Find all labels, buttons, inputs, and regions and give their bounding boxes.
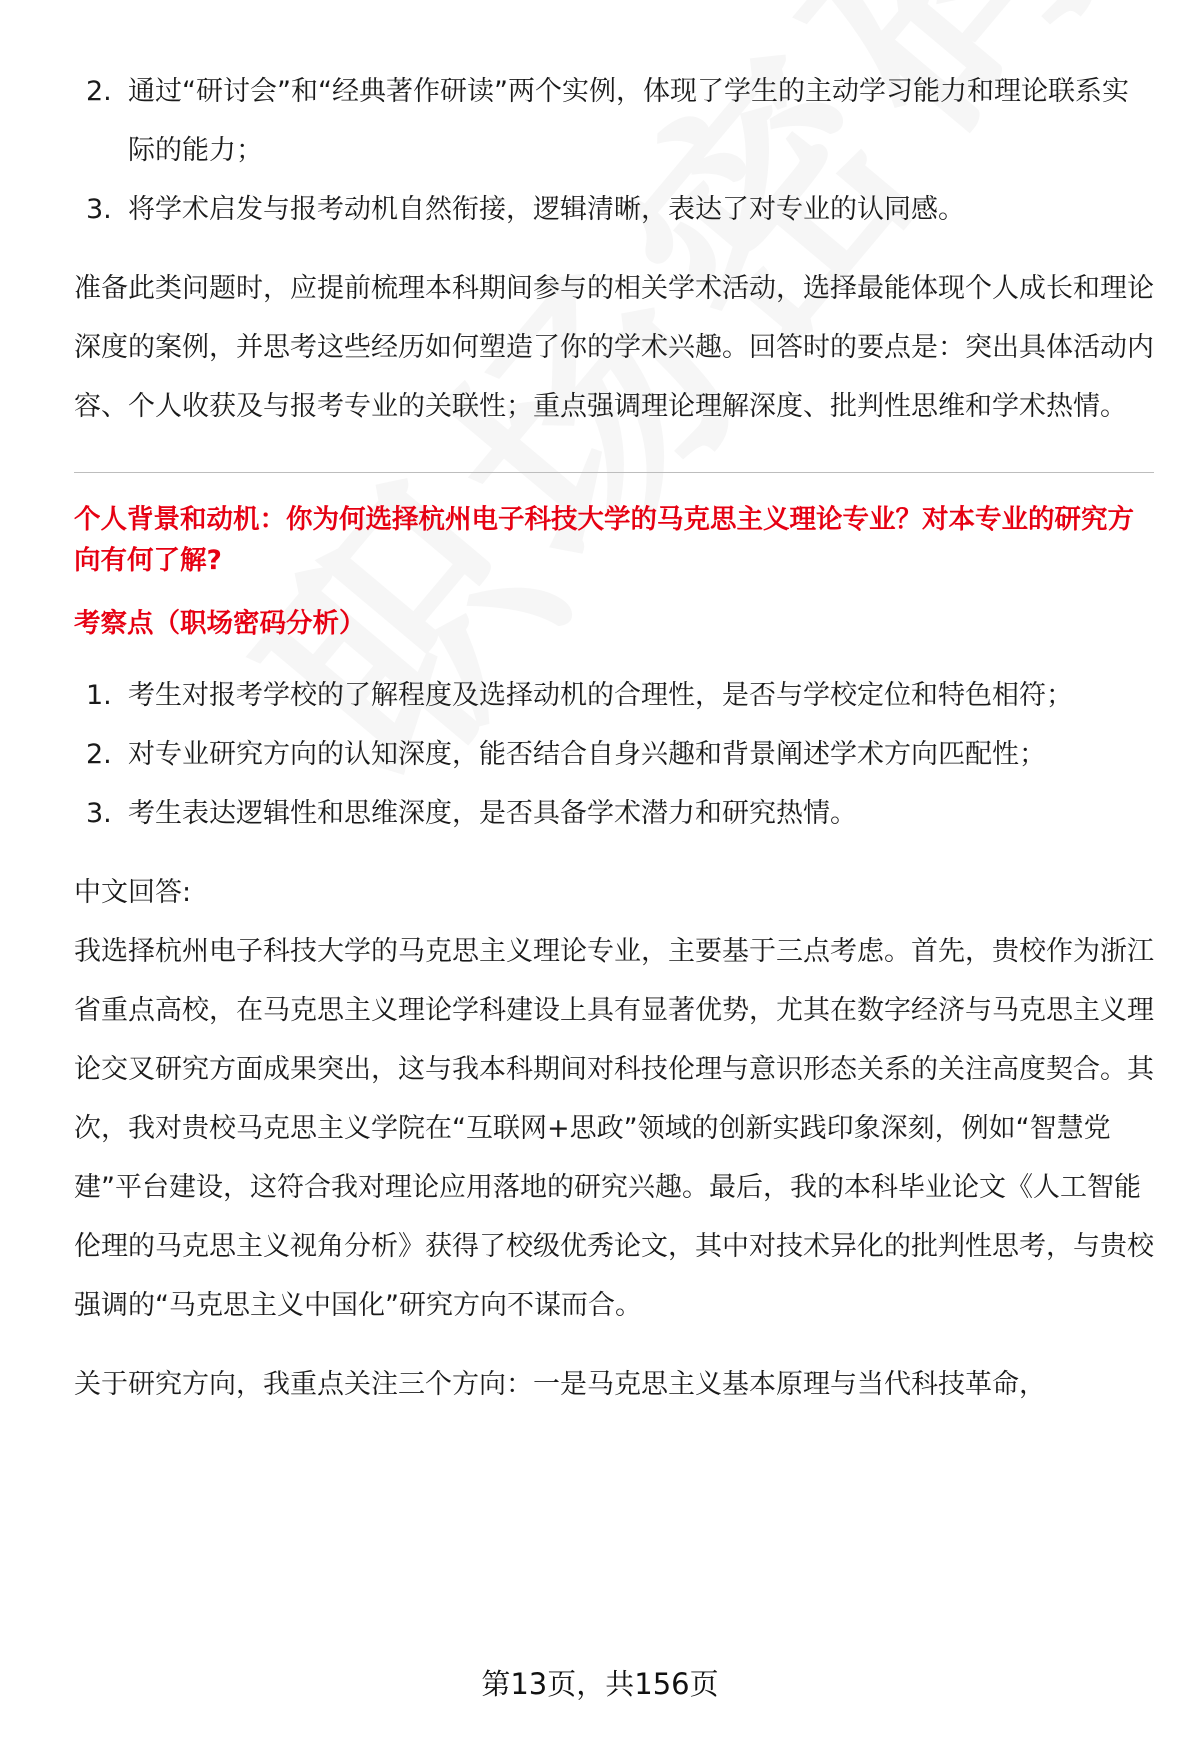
page-number: 第13页，共156页 bbox=[481, 1667, 719, 1701]
list-item bbox=[74, 725, 1154, 784]
list-item bbox=[74, 666, 1154, 725]
list-text: 将学术启发与报考动机自然衔接，逻辑清晰，表达了对专业的认同感。 bbox=[128, 194, 965, 225]
list-number: 2. bbox=[86, 76, 112, 107]
top-list bbox=[74, 62, 1154, 239]
list-number: 3. bbox=[86, 798, 112, 829]
exam-point-title: 考察点（职场密码分析） bbox=[74, 608, 366, 639]
question-title: 个人背景和动机：你为何选择杭州电子科技大学的马克思主义理论专业？对本专业的研究方向有何了解? bbox=[74, 504, 1134, 576]
list-item bbox=[74, 62, 1154, 180]
list-item bbox=[74, 180, 1154, 239]
answer-label: 中文回答: bbox=[74, 877, 192, 908]
list-number: 1. bbox=[86, 680, 112, 711]
list-number: 2. bbox=[86, 739, 112, 770]
list-text: 考生表达逻辑性和思维深度，是否具备学术潜力和研究热情。 bbox=[128, 798, 857, 829]
answer-paragraph: 我选择杭州电子科技大学的马克思主义理论专业，主要基于三点考虑。首先，贵校作为浙江省重点高校，在马克思主义理论学科建设上具有显著优势，尤其在数字经济与马克思主义理论交叉研究方面成果突出，这与我本科期间对科技伦理与意识形态关系的关注高度契合。其次，我对贵校马克思主义学院在“互联网+思政”领域的创新实践印象深刻，例如“智慧党建”平台建设，这符合我对理论应用落地的研究兴趣。最后，我的本科毕业论文《人工智能伦理的马克思主义视角分析》获得了校级优秀论文，其中对技术异化的批判性思考，与贵校强调的“马克思主义中国化”研究方向不谋而合。 bbox=[74, 936, 1154, 1321]
list-text: 通过“研讨会”和“经典著作研读”两个实例，体现了学生的主动学习能力和理论联系实际的能力； bbox=[128, 76, 1129, 166]
list-text: 考生对报考学校的了解程度及选择动机的合理性，是否与学校定位和特色相符； bbox=[128, 680, 1073, 711]
page-content bbox=[74, 62, 1154, 1414]
list-text: 对专业研究方向的认知深度，能否结合自身兴趣和背景阐述学术方向匹配性； bbox=[128, 739, 1046, 770]
research-paragraph: 关于研究方向，我重点关注三个方向：一是马克思主义基本原理与当代科技革命， bbox=[74, 1369, 1046, 1400]
exam-point-list bbox=[74, 666, 1154, 843]
list-item bbox=[74, 784, 1154, 843]
section-divider bbox=[74, 472, 1154, 473]
prep-paragraph: 准备此类问题时，应提前梳理本科期间参与的相关学术活动，选择最能体现个人成长和理论深度的案例，并思考这些经历如何塑造了你的学术兴趣。回答时的要点是：突出具体活动内容、个人收获及与报考专业的关联性；重点强调理论理解深度、批判性思维和学术热情。 bbox=[74, 273, 1154, 422]
list-number: 3. bbox=[86, 194, 112, 225]
